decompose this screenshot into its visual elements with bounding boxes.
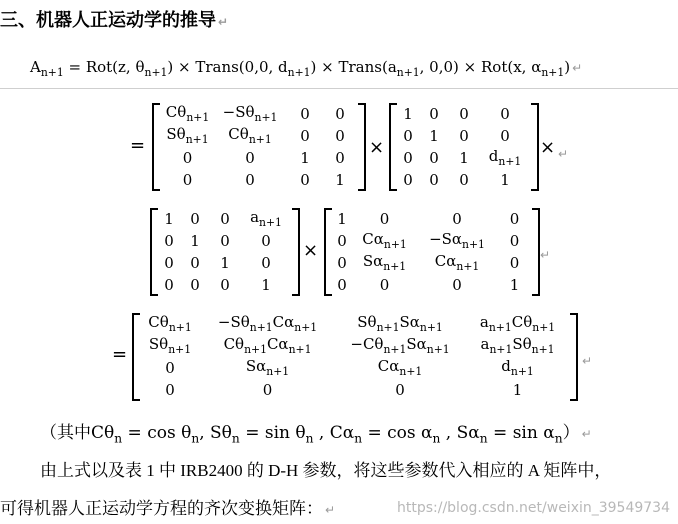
matrix-bracket-left xyxy=(132,313,140,401)
paragraph-2 xyxy=(0,494,335,519)
divider xyxy=(0,88,678,89)
matrix-cell: 1 xyxy=(512,380,523,399)
paragraph-1-text: 由上式以及表 1 中 IRB2400 的 D-H 参数，将这些参数代入相应的 A 矩阵中， xyxy=(40,461,612,480)
matrix-cell: 0 xyxy=(403,126,413,145)
matrix-cell: $a_{n+1}$ xyxy=(250,207,282,229)
matrix-cell: 0 xyxy=(337,275,347,294)
matrix-cell: 0 xyxy=(220,231,230,250)
matrix-cell: 0 xyxy=(337,231,347,250)
matrix-cell: 0 xyxy=(261,253,271,272)
matrix-cell: $S\alpha_{n+1}$ xyxy=(245,356,290,378)
matrix-cell: $S\theta_{n+1}$ xyxy=(166,124,209,146)
matrix-cell: 1 xyxy=(429,126,439,145)
matrix-cell: 0 xyxy=(379,275,390,294)
matrix-cell: 0 xyxy=(245,170,255,189)
paragraph-mark-icon: ↵ xyxy=(572,61,583,75)
section-heading-text: 三、机器人正运动学的推导 xyxy=(0,10,216,31)
matrix-cell: $C\theta_{n+1}$ xyxy=(148,312,192,334)
matrix-cell: 0 xyxy=(500,126,510,145)
times-sign: × xyxy=(369,137,385,158)
matrix-cell: 0 xyxy=(509,209,520,228)
matrix-cell: 0 xyxy=(220,209,230,228)
equals-sign: = xyxy=(112,344,128,365)
section-heading xyxy=(0,6,228,32)
matrix-bracket-right xyxy=(570,313,578,401)
matrix-cell: 0 xyxy=(165,380,175,399)
matrix-cell: 0 xyxy=(459,126,469,145)
matrix-bracket-right xyxy=(358,103,366,191)
matrix-cell: 0 xyxy=(337,253,347,272)
matrix-cell: $C\theta_{n+1}C\alpha_{n+1}$ xyxy=(223,334,312,356)
matrix-cell: 0 xyxy=(300,170,310,189)
matrix-cell: 1 xyxy=(300,148,310,167)
matrix-rot-z xyxy=(160,103,358,191)
matrix-bracket-left xyxy=(152,103,160,191)
matrix-cell: 0 xyxy=(164,275,174,294)
matrix-cell: 1 xyxy=(337,209,347,228)
matrix-cell: 0 xyxy=(335,104,345,123)
matrix-cell: 0 xyxy=(220,275,230,294)
matrix-cell: 0 xyxy=(379,209,390,228)
matrix-cell: $-C\theta_{n+1}S\alpha_{n+1}$ xyxy=(350,334,450,356)
matrix-cell: 0 xyxy=(335,148,345,167)
matrix-cell: $-S\alpha_{n+1}$ xyxy=(429,229,485,251)
matrix-cell: $C\theta_{n+1}$ xyxy=(228,124,272,146)
matrix-cell: $S\alpha_{n+1}$ xyxy=(362,251,407,273)
matrix-bracket-right xyxy=(532,208,540,296)
times-sign: × xyxy=(540,137,556,158)
matrix-cell: $C\alpha_{n+1}$ xyxy=(362,229,407,251)
matrix-cell: $a_{n+1}S\theta_{n+1}$ xyxy=(480,334,555,356)
matrix-cell: 0 xyxy=(500,104,510,123)
paragraph-mark-icon: ↵ xyxy=(581,427,592,441)
matrix-cell: $d_{n+1}$ xyxy=(488,146,522,168)
matrix-cell: 1 xyxy=(220,253,230,272)
paragraph-2-text: 可得机器人正运动学方程的齐次变换矩阵： xyxy=(0,499,323,518)
matrix-cell: 0 xyxy=(395,380,405,399)
paragraph-1 xyxy=(40,456,611,481)
paragraph-mark-icon: ↵ xyxy=(325,503,336,517)
matrix-cell: $a_{n+1}C\theta_{n+1}$ xyxy=(479,312,556,334)
matrix-cell: 0 xyxy=(429,104,439,123)
matrix-cell: 0 xyxy=(403,148,413,167)
matrix-bracket-left xyxy=(389,103,397,191)
matrix-cell: 0 xyxy=(509,253,520,272)
times-sign: × xyxy=(303,240,319,261)
matrix-cell: 0 xyxy=(300,104,310,123)
matrix-cell: $-S\theta_{n+1}C\alpha_{n+1}$ xyxy=(217,312,318,334)
matrix-cell: 0 xyxy=(164,253,174,272)
matrix-cell: 1 xyxy=(500,170,510,189)
matrix-cell: 1 xyxy=(335,170,345,189)
matrix-cell: 1 xyxy=(403,104,413,123)
matrix-cell: 0 xyxy=(403,170,413,189)
matrix-cell: 0 xyxy=(261,231,271,250)
matrix-bracket-left xyxy=(150,208,158,296)
transform-equation: $A_{n+1} = Rot(z$, $\theta_{n+1}$) × Trans(0,0, $d_{n+1}$) × $Trans(a_{n+1}$, 0,0) × Rot(x, $\alpha_{n+1}$) ↵ xyxy=(30,58,583,79)
matrix-cell: 0 xyxy=(182,148,193,167)
matrix-cell: 0 xyxy=(459,170,469,189)
matrix-cell: 0 xyxy=(509,231,520,250)
matrix-cell: 1 xyxy=(190,231,200,250)
definition-note xyxy=(40,418,592,445)
matrix-cell: $S\theta_{n+1}$ xyxy=(148,334,192,356)
paragraph-mark-icon: ↵ xyxy=(582,354,593,368)
matrix-bracket-left xyxy=(324,208,332,296)
matrix-cell: 0 xyxy=(165,358,175,377)
matrix-cell: 0 xyxy=(452,209,462,228)
matrix-cell: 1 xyxy=(261,275,271,294)
matrix-cell: 0 xyxy=(190,209,200,228)
matrix-cell: 1 xyxy=(509,275,520,294)
matrix-cell: $-S\theta_{n+1}$ xyxy=(222,102,278,124)
matrix-cell: 0 xyxy=(300,126,310,145)
matrix-trans-d xyxy=(397,103,531,191)
matrix-cell: $d_{n+1}$ xyxy=(501,356,534,378)
matrix-cell: 0 xyxy=(182,170,193,189)
watermark: https://blog.csdn.net/weixin_39549734 xyxy=(396,500,670,516)
matrix-cell: 0 xyxy=(190,253,200,272)
matrix-cell: 0 xyxy=(452,275,462,294)
matrix-trans-a xyxy=(158,208,292,296)
definition-note-text: （其中$C\theta_n = \cos \theta_n$, $S\theta_n = \sin \theta_n$ , $C\alpha_n = \cos \alpha_n$ , $S\alpha_n = \sin \alpha_n$） xyxy=(40,423,580,446)
matrix-cell: 0 xyxy=(245,148,255,167)
matrix-cell: 0 xyxy=(459,104,469,123)
matrix-cell: 0 xyxy=(429,170,439,189)
paragraph-mark-icon: ↵ xyxy=(558,147,569,161)
matrix-bracket-right xyxy=(292,208,300,296)
matrix-cell: $C\alpha_{n+1}$ xyxy=(377,356,423,378)
matrix-cell: 0 xyxy=(164,231,174,250)
matrix-result xyxy=(140,313,570,401)
matrix-bracket-right xyxy=(531,103,539,191)
matrix-cell: 0 xyxy=(262,380,273,399)
equals-sign: = xyxy=(130,135,146,156)
matrix-cell: 1 xyxy=(164,209,174,228)
matrix-cell: 0 xyxy=(429,148,439,167)
paragraph-mark-icon: ↵ xyxy=(218,15,229,29)
matrix-rot-x xyxy=(332,208,532,296)
matrix-cell: 0 xyxy=(190,275,200,294)
matrix-cell: $C\theta_{n+1}$ xyxy=(165,102,210,124)
matrix-cell: $C\alpha_{n+1}$ xyxy=(434,251,480,273)
matrix-cell: $S\theta_{n+1}S\alpha_{n+1}$ xyxy=(357,312,443,334)
matrix-cell: 0 xyxy=(335,126,345,145)
paragraph-mark-icon: ↵ xyxy=(540,248,551,262)
matrix-cell: 1 xyxy=(459,148,469,167)
